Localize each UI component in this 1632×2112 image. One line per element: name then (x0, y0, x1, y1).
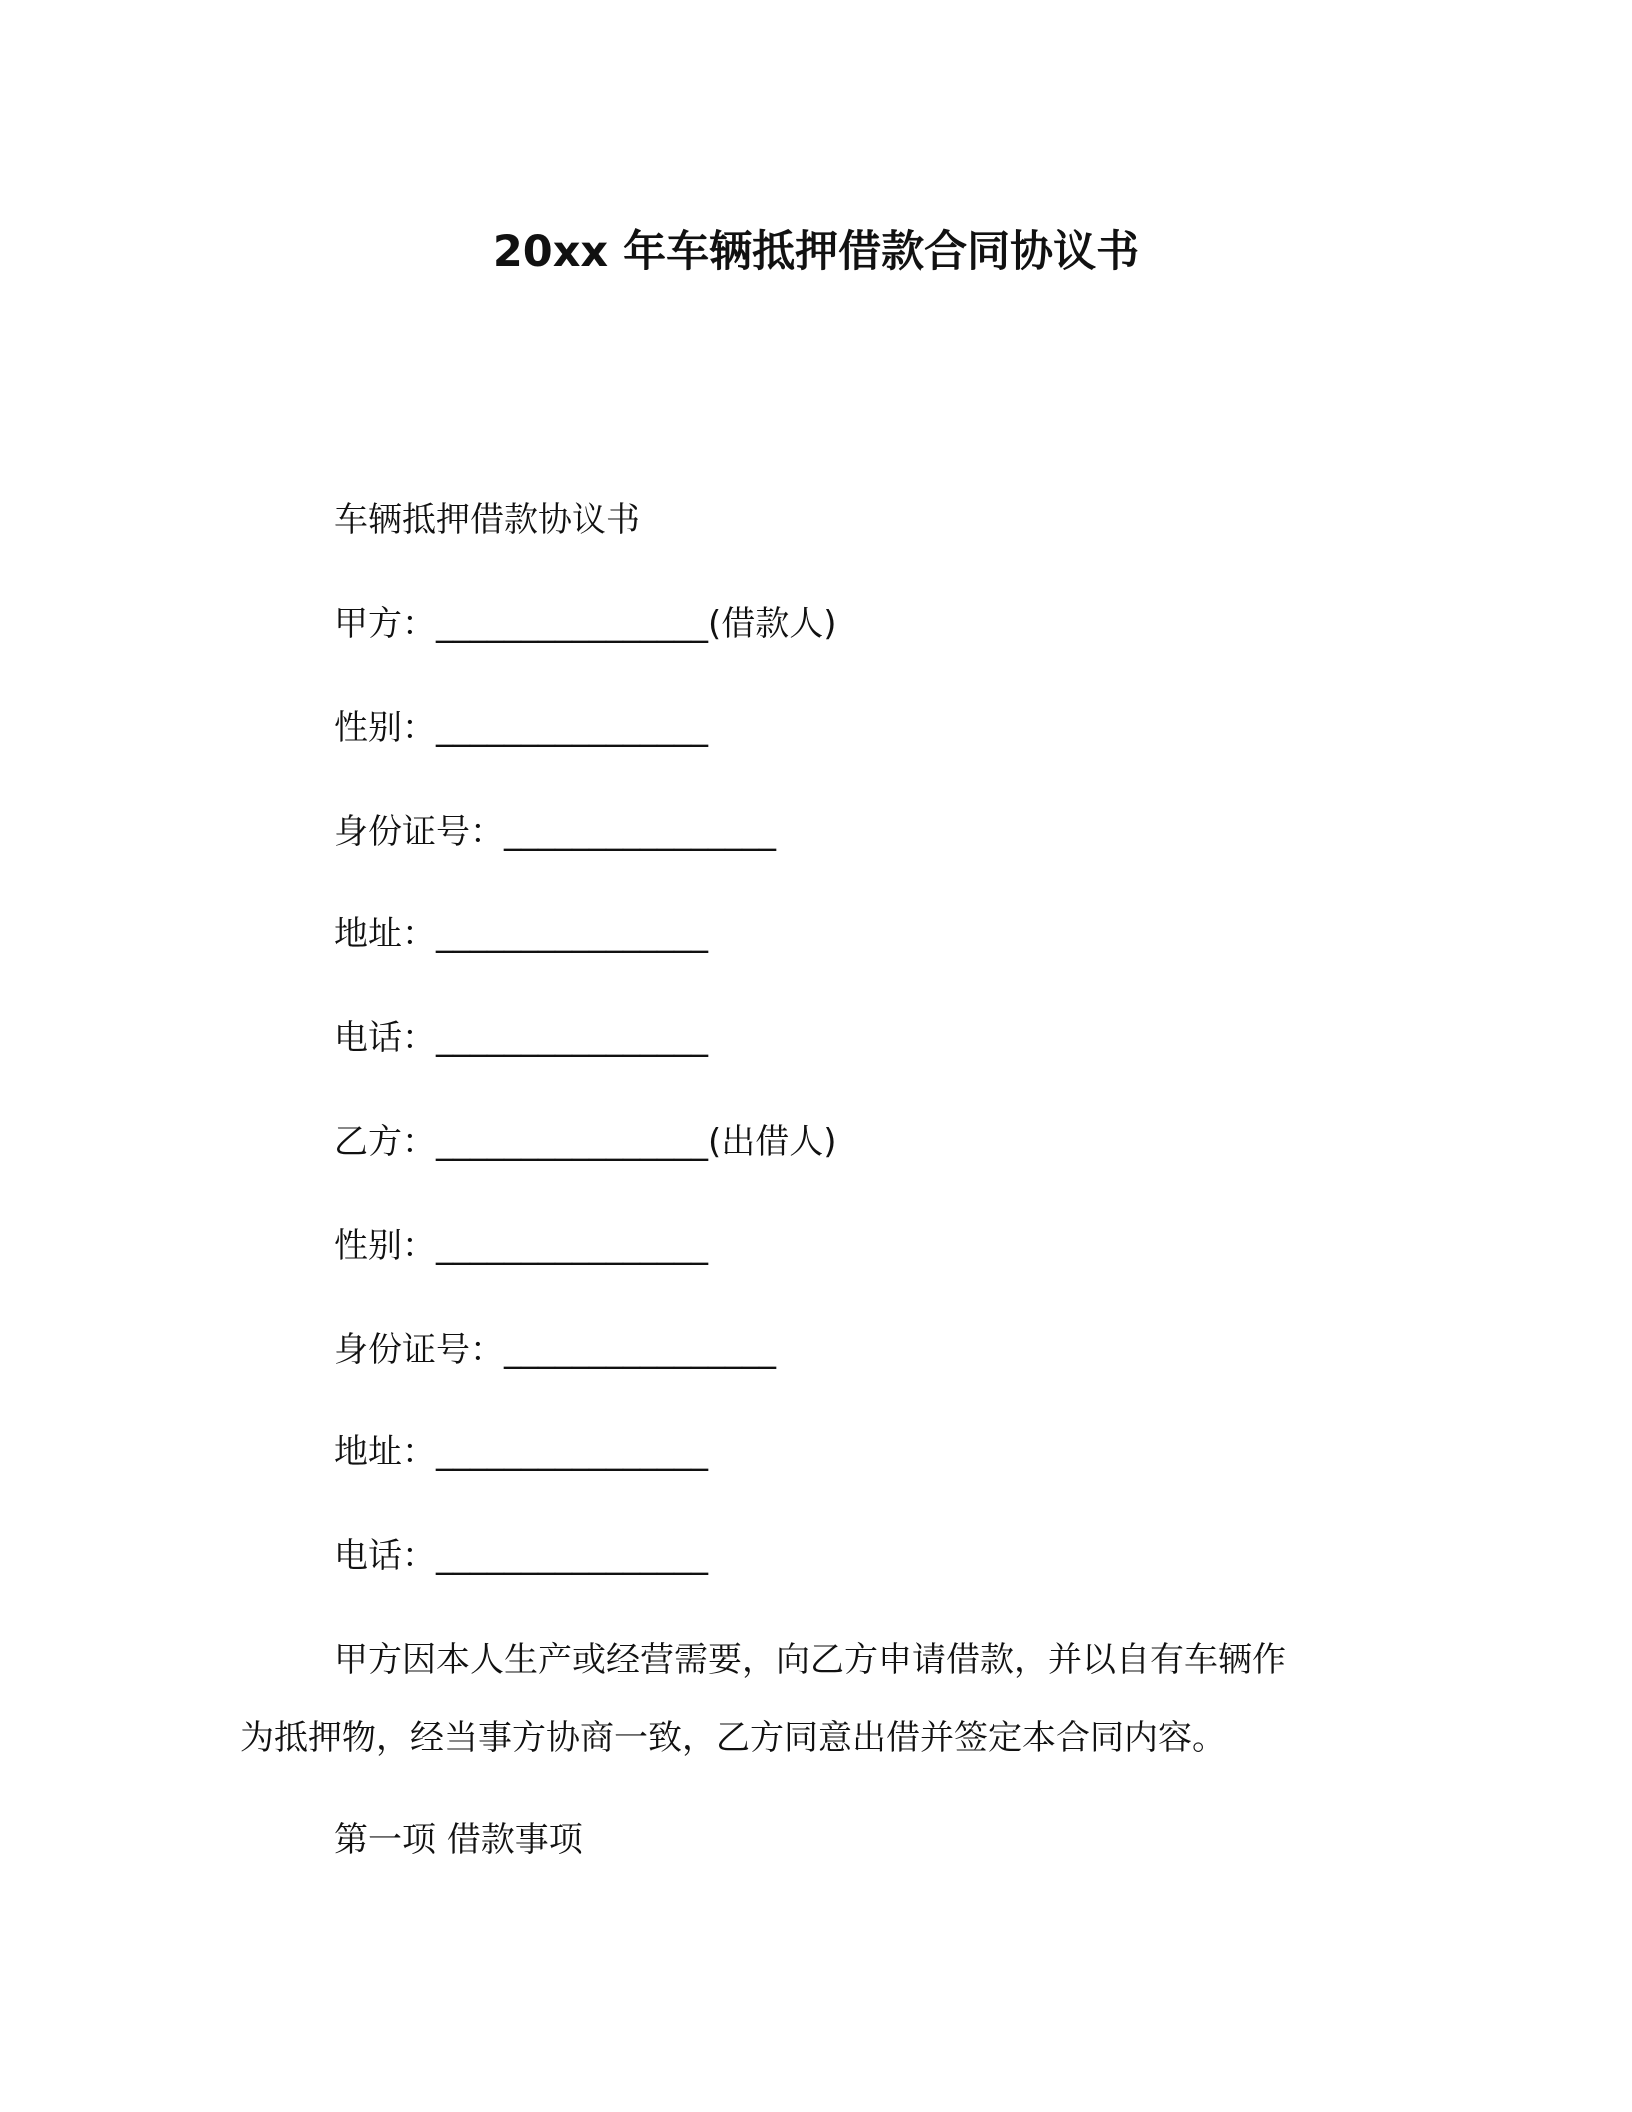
intro-paragraph-line-1: 甲方因本人生产或经营需要，向乙方申请借款，并以自有车辆作 (334, 1640, 1286, 1680)
party-b-address-line: 地址：________________ (334, 1432, 708, 1472)
section-1-heading: 第一项 借款事项 (334, 1820, 583, 1860)
party-a-id-line: 身份证号：________________ (334, 812, 776, 852)
party-a-phone-line: 电话：________________ (334, 1018, 708, 1058)
party-b-id-line: 身份证号：________________ (334, 1330, 776, 1370)
document-title: 20xx 年车辆抵押借款合同协议书 (492, 227, 1140, 277)
party-a-address-line: 地址：________________ (334, 914, 708, 954)
intro-paragraph (240, 1636, 1370, 1762)
party-b-phone-line: 电话：________________ (334, 1536, 708, 1576)
party-a-name-line: 甲方：________________(借款人) (334, 604, 837, 644)
agreement-subtitle: 车辆抵押借款协议书 (334, 500, 640, 540)
party-b-name-line: 乙方：________________(出借人) (334, 1122, 837, 1162)
intro-paragraph-line-2: 为抵押物，经当事方协商一致，乙方同意出借并签定本合同内容。 (240, 1718, 1226, 1758)
party-b-gender-line: 性别：________________ (334, 1226, 708, 1266)
party-a-gender-line: 性别：________________ (334, 708, 708, 748)
